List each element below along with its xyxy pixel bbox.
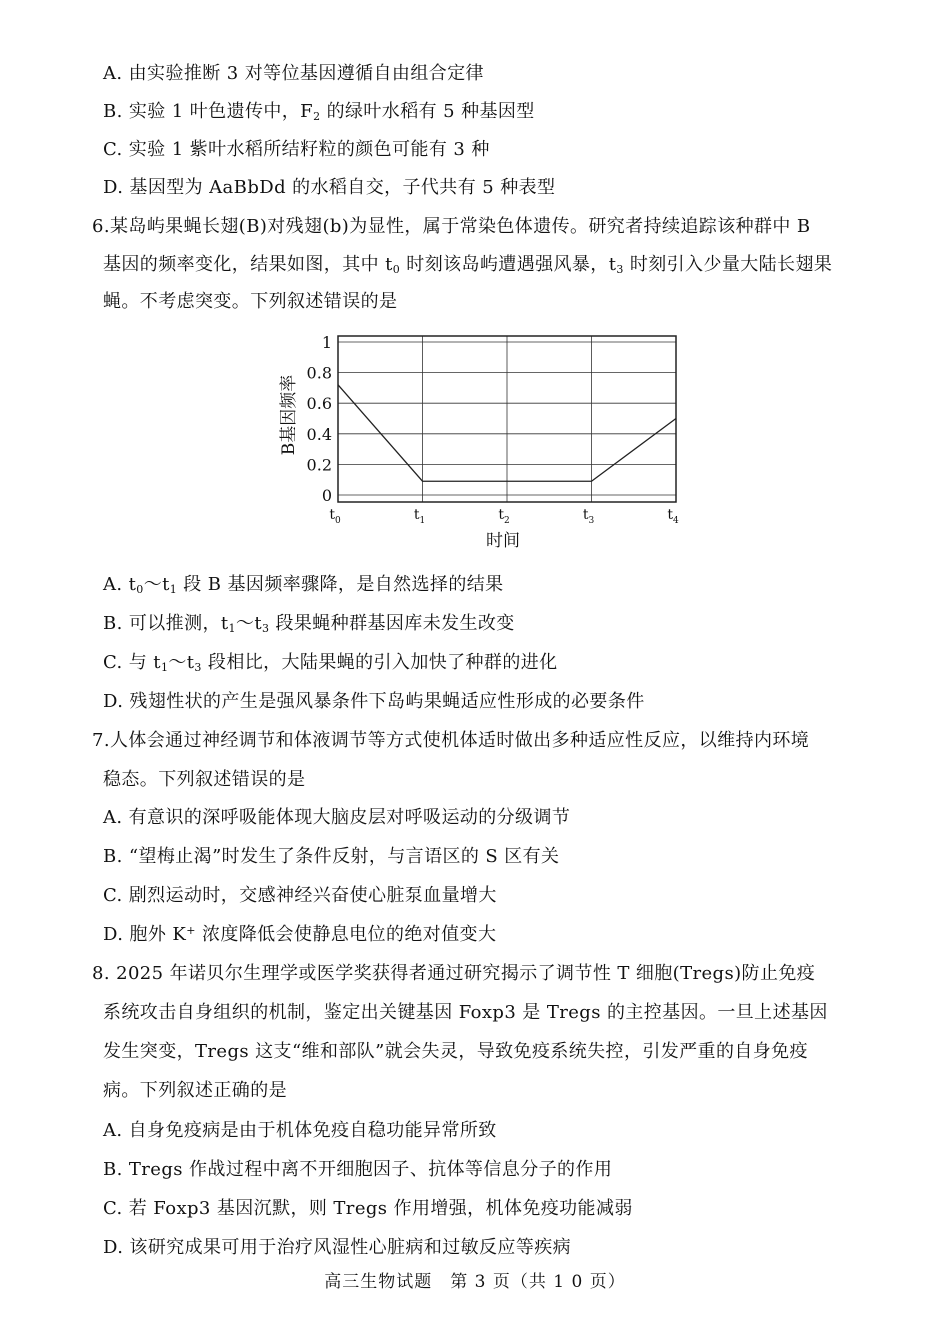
x-tick-label: $t_2$ [498,507,510,526]
q7-option-d-p2: 浓度降低会使静息电位的绝对值变大 [195,924,497,945]
y-tick-labels [307,333,332,505]
q6-option-b-s1: 1 [228,622,236,635]
y-tick-label: 0 [321,486,332,505]
x-tick-label: $t_3$ [582,507,595,526]
y-tick-label: 0.4 [306,424,332,444]
x-tick-label: $t_4$ [667,507,679,526]
q6-option-c-s1: 1 [160,661,169,674]
q5-option-b [103,100,535,124]
q6-option-c-p3: 段相比，大陆果蝇的引入加快了种群的进化 [201,652,558,673]
q6-stem-line2-c: 时刻引入少量大陆长翅果 [623,254,833,275]
x-tick-subscript: 0 [334,516,341,526]
q6-stem-line2 [103,253,832,277]
q7-stem-line2: 稳态。下列叙述错误的是 [103,769,306,790]
q5-option-d: D. 基因型为 AaBbDd 的水稻自交，子代共有 5 种表型 [103,177,556,198]
y-axis-label: B基因频率 [279,374,299,456]
q6-stem-line2-b: 时刻该岛屿遭遇强风暴，t [400,254,617,275]
q6-option-d: D. 残翅性状的产生是强风暴条件下岛屿果蝇适应性形成的必要条件 [103,691,645,712]
x-tick-subscript: 2 [503,516,510,526]
q8-stem-line2: 系统攻击自身组织的机制，鉴定出关键基因 Foxp3 是 Tregs 的主控基因。一旦上述基因 [103,1002,828,1023]
q6-option-a [103,573,504,597]
q6-option-c [103,651,558,675]
x-tick-subscript: 3 [588,516,595,526]
q7-option-d-sup: + [186,924,196,937]
q7-option-c: C. 剧烈运动时，交感神经兴奋使心脏泵血量增大 [103,885,497,906]
q7-option-a: A. 有意识的深呼吸能体现大脑皮层对呼吸运动的分级调节 [103,807,571,828]
q5-option-a: A. 由实验推断 3 对等位基因遵循自由组合定律 [103,63,484,84]
b-gene-frequency-chart [276,322,706,562]
q7-option-d [103,923,496,947]
y-tick-label: 0.6 [306,394,332,414]
x-axis-label: 时间 [486,531,520,551]
page-footer: 高三生物试题 第 3 页（共 1 0 页） [324,1272,626,1292]
q8-stem-line1: 8. 2025 年诺贝尔生理学或医学奖获得者通过研究揭示了调节性 T 细胞(Tregs)防止免疫 [92,963,816,984]
x-tick-label: $t_1$ [413,507,426,526]
q8-stem-line4: 病。下列叙述正确的是 [103,1080,287,1101]
q6-stem-line2-s1: 0 [392,263,401,276]
q6-option-a-p3: 段 B 基因频率骤降，是自然选择的结果 [177,574,504,595]
x-tick-label: $t_0$ [329,507,341,526]
x-tick-subscript: 1 [419,516,426,526]
y-tick-label: 0.2 [306,455,332,475]
q8-option-c: C. 若 Foxp3 基因沉默，则 Tregs 作用增强，机体免疫功能减弱 [103,1198,633,1219]
q8-option-b: B. Tregs 作战过程中离不开细胞因子、抗体等信息分子的作用 [103,1159,613,1180]
q7-option-b: B. “望梅止渴”时发生了条件反射，与言语区的 S 区有关 [103,846,560,867]
q7-stem-line1: 7.人体会通过神经调节和体液调节等方式使机体适时做出多种适应性反应，以维持内环境 [92,730,810,751]
q6-option-c-s3: 3 [194,661,202,674]
q6-option-a-s0: 0 [136,583,144,596]
q5-option-c: C. 实验 1 紫叶水稻所结籽粒的颜色可能有 3 种 [103,139,490,160]
q5-option-b-sub: 2 [313,110,321,123]
q8-option-d: D. 该研究成果可用于治疗风湿性心脏病和过敏反应等疾病 [103,1237,572,1258]
q6-stem-line3: 蝇。不考虑突变。下列叙述错误的是 [103,291,398,312]
q5-option-b-post: 的绿叶水稻有 5 种基因型 [320,101,535,122]
q6-option-b [103,612,515,636]
q6-option-b-p2: ～t [235,613,262,634]
q6-stem-line2-s2: 3 [616,263,624,276]
q6-option-a-s1: 1 [169,583,178,596]
y-tick-label: 0.8 [306,363,332,383]
chart-grid [338,336,676,502]
q6-option-c-p1: C. 与 t [103,652,161,673]
q7-option-d-p1: D. 胞外 K [103,924,187,945]
q6-option-b-p3: 段果蝇种群基因库未发生改变 [269,613,515,634]
q5-option-b-pre: B. 实验 1 叶色遗传中，F [103,101,314,122]
q6-option-a-p2: ～t [143,574,170,595]
x-tick-subscript: 4 [672,516,679,526]
y-tick-label: 1 [321,333,332,352]
x-tick-labels [329,507,679,526]
q6-option-c-p2: ～t [168,652,195,673]
q6-stem-line2-a: 基因的频率变化，结果如图，其中 t [103,254,393,275]
q8-option-a: A. 自身免疫病是由于机体免疫自稳功能异常所致 [103,1120,497,1141]
q6-option-b-s3: 3 [261,622,270,635]
q6-option-b-p1: B. 可以推测，t [103,613,229,634]
q8-stem-line3: 发生突变，Tregs 这支“维和部队”就会失灵，导致免疫系统失控，引发严重的自身免疫 [103,1041,808,1062]
q6-stem-line1: 6.某岛屿果蝇长翅(B)对残翅(b)为显性，属于常染色体遗传。研究者持续追踪该种群中 B [92,216,811,237]
q6-option-a-p1: A. t [103,574,137,595]
